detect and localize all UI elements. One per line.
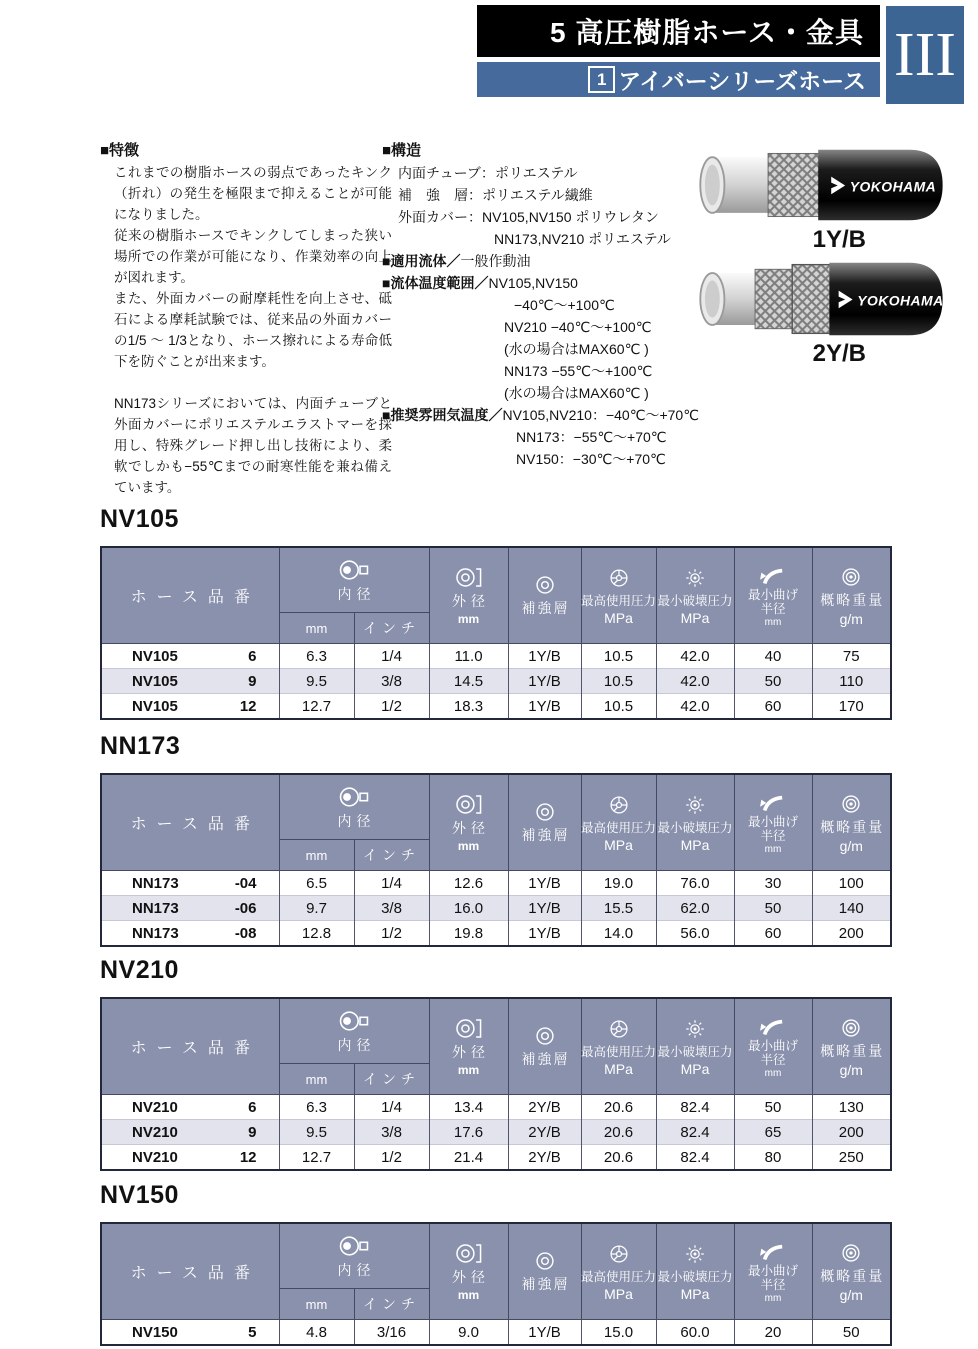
header-label: 最小曲げ (747, 814, 798, 829)
reinforcement-icon (530, 573, 560, 597)
part-series: NN173 (132, 874, 179, 892)
header-label: MPa (604, 836, 633, 853)
max-pressure-icon (604, 1017, 634, 1041)
header-label: 最小破壊圧力 (657, 820, 733, 835)
table-row (101, 1320, 891, 1346)
cell: 3/8 (354, 896, 429, 921)
cell: 1/4 (354, 644, 429, 669)
cell: 10.5 (581, 669, 656, 694)
cell: 50 (812, 1320, 891, 1346)
part-size: 12 (239, 697, 257, 715)
table-section-nv210 (100, 955, 890, 1171)
col-min-burst-pressure (656, 774, 734, 871)
cell: 50 (734, 1095, 812, 1120)
table-section-nn173 (100, 731, 890, 947)
cell: 42.0 (656, 694, 734, 720)
col-approx-weight (812, 774, 891, 871)
header-label: 概略重量 (820, 591, 885, 608)
cell: 60.0 (656, 1320, 734, 1346)
col-min-bend-radius (734, 998, 812, 1095)
header-label: 補強層 (521, 1276, 570, 1292)
cell-part-number (101, 1320, 279, 1346)
cell: 200 (812, 921, 891, 947)
ambient-temp-value: NV105,NV210：−40℃〜+70℃ (502, 407, 699, 423)
header-label: g/m (839, 1061, 863, 1078)
cell: 2Y/B (508, 1145, 581, 1171)
table-row (101, 1120, 891, 1145)
cell: 12.6 (429, 871, 508, 896)
col-approx-weight (812, 1223, 891, 1320)
col-approx-weight (812, 547, 891, 644)
cell: 14.5 (429, 669, 508, 694)
part-size: 9 (248, 1123, 257, 1141)
cell: 10.5 (581, 694, 656, 720)
col-max-working-pressure (581, 1223, 656, 1320)
cell: 82.4 (656, 1120, 734, 1145)
spec-table-NV210 (100, 997, 892, 1171)
cell: 9.7 (279, 896, 354, 921)
cell: 82.4 (656, 1145, 734, 1171)
header-label: mm (457, 839, 480, 853)
col-part-number (101, 1223, 279, 1320)
header-label: 半径 (760, 1277, 786, 1292)
table-row (101, 1145, 891, 1171)
col-min-burst-pressure (656, 998, 734, 1095)
cell: 42.0 (656, 669, 734, 694)
specs-column (382, 140, 727, 470)
structure-line: NN173,NV210 ポリエステル (494, 231, 671, 247)
section-banner-title: アイバーシリーズホース (618, 68, 866, 94)
col-reinforcement (508, 1223, 581, 1320)
outer-diameter-icon (453, 792, 485, 817)
temp-range-detail: (水の場合はMAX60℃ ) (504, 385, 649, 401)
cell-part-number (101, 644, 279, 669)
table-row (101, 644, 891, 669)
header-label: MPa (680, 1285, 710, 1302)
cell: 1Y/B (508, 896, 581, 921)
max-pressure-icon (604, 1242, 634, 1266)
col-inner-mm: mm (279, 613, 354, 644)
cell: 1/2 (354, 1145, 429, 1171)
header-label: 外径 (452, 1269, 490, 1285)
cell: 1/4 (354, 1095, 429, 1120)
cell: 80 (734, 1145, 812, 1171)
col-min-bend-radius (734, 774, 812, 871)
yokohama-logo-text: YOKOHAMA (849, 178, 937, 195)
table-row (101, 669, 891, 694)
header-label: 概略重量 (820, 818, 885, 835)
cell: 130 (812, 1095, 891, 1120)
reinforcement-icon (530, 1024, 560, 1048)
cell: 200 (812, 1120, 891, 1145)
col-approx-weight (812, 998, 891, 1095)
cell: 6.3 (279, 1095, 354, 1120)
header-label: MPa (604, 1285, 633, 1302)
cell: 1Y/B (508, 669, 581, 694)
part-size: -04 (234, 874, 257, 892)
cell: 60 (734, 921, 812, 947)
col-inner-diameter (279, 774, 429, 840)
section-number-box: 1 (588, 66, 615, 93)
header-label: 最小曲げ (747, 587, 798, 602)
cell: 50 (734, 669, 812, 694)
cell: 20.6 (581, 1120, 656, 1145)
header-label: 外径 (452, 593, 490, 609)
header-label: 内径 (337, 1036, 376, 1053)
col-outer-diameter (429, 547, 508, 644)
cell: 40 (734, 644, 812, 669)
cell: 18.3 (429, 694, 508, 720)
header-label: 最高使用圧力 (581, 1269, 657, 1284)
outer-diameter-icon (453, 1016, 485, 1041)
col-inner-diameter (279, 998, 429, 1064)
col-part-number (101, 774, 279, 871)
burst-pressure-icon (680, 566, 710, 590)
cell: 75 (812, 644, 891, 669)
cell: 3/16 (354, 1320, 429, 1346)
outer-diameter-icon (453, 565, 485, 590)
reinforcement-icon (530, 1249, 560, 1273)
col-min-bend-radius (734, 547, 812, 644)
spec-table-NV150 (100, 1222, 892, 1346)
temp-range-detail: (水の場合はMAX60℃ ) (504, 341, 649, 357)
cell: 19.8 (429, 921, 508, 947)
spec-table-NV105 (100, 546, 892, 720)
header-label: 補強層 (521, 1051, 570, 1067)
cell-part-number (101, 694, 279, 720)
cell-part-number (101, 871, 279, 896)
hose-photo-1yb (686, 146, 956, 224)
hose-photo-2yb (686, 260, 956, 338)
hose-label-2yb: 2Y/B (812, 340, 866, 367)
cell: 1/2 (354, 694, 429, 720)
bend-radius-icon (758, 1240, 788, 1264)
col-inner-inch: インチ (354, 840, 429, 871)
col-part-number (101, 998, 279, 1095)
header-label: 補強層 (521, 600, 570, 616)
cell: 10.5 (581, 644, 656, 669)
header-label: mm (457, 1063, 480, 1077)
inner-diameter-icon (337, 1233, 371, 1259)
header-label: ホース品番 (130, 589, 260, 606)
col-inner-mm: mm (279, 1289, 354, 1320)
features-paragraph: また、外面カバーの耐摩耗性を向上させ、砥石による摩耗試験では、従来品の外面カバーの1/5 〜 1/3となり、ホース擦れによる寿命低下を防ぐことが出来ます。 (114, 291, 392, 369)
cell: 9.5 (279, 669, 354, 694)
col-min-burst-pressure (656, 1223, 734, 1320)
features-paragraph: これまでの樹脂ホースの弱点であったキンク（折れ）の発生を極限まで抑えることが可能になりました。 (114, 165, 392, 222)
cell: 15.0 (581, 1320, 656, 1346)
header-label: mm (764, 843, 782, 855)
col-outer-diameter (429, 1223, 508, 1320)
burst-pressure-icon (680, 1017, 710, 1041)
table-section-nv150 (100, 1180, 890, 1346)
header-label: 最高使用圧力 (581, 593, 657, 608)
cell: 1Y/B (508, 644, 581, 669)
weight-icon (836, 1241, 866, 1265)
part-size: -08 (234, 924, 257, 942)
features-heading: ■特徴 (100, 142, 140, 159)
cell: 3/8 (354, 1120, 429, 1145)
header-label: 内径 (337, 812, 376, 829)
fluid-line (382, 250, 727, 272)
ambient-temp-detail: NV150：−30℃〜+70℃ (516, 451, 666, 467)
weight-icon (836, 565, 866, 589)
header-label: ホース品番 (130, 1265, 260, 1282)
cell-part-number (101, 669, 279, 694)
col-part-number (101, 547, 279, 644)
cell: 9.5 (279, 1120, 354, 1145)
cell: 1/2 (354, 921, 429, 947)
table-title: NV210 (100, 956, 179, 984)
cell: 6.3 (279, 644, 354, 669)
cell: 60 (734, 694, 812, 720)
cell: 6.5 (279, 871, 354, 896)
cell: 20.6 (581, 1145, 656, 1171)
part-size: 9 (248, 672, 257, 690)
cell: 140 (812, 896, 891, 921)
cell-part-number (101, 896, 279, 921)
header-label: MPa (680, 1060, 710, 1077)
header-label: 最高使用圧力 (581, 1044, 657, 1059)
cell: 76.0 (656, 871, 734, 896)
header-label: 最小破壊圧力 (657, 593, 733, 608)
cell: 170 (812, 694, 891, 720)
col-inner-diameter (279, 547, 429, 613)
table-row (101, 1095, 891, 1120)
weight-icon (836, 1016, 866, 1040)
part-series: NV105 (132, 672, 178, 690)
cell: 20.6 (581, 1095, 656, 1120)
part-size: 6 (248, 647, 257, 665)
cell-part-number (101, 1095, 279, 1120)
burst-pressure-icon (680, 1242, 710, 1266)
col-outer-diameter (429, 998, 508, 1095)
header-label: mm (457, 612, 480, 626)
cell: 15.5 (581, 896, 656, 921)
header-label: 外径 (452, 1044, 490, 1060)
temp-range-detail: −40℃〜+100℃ (514, 297, 615, 313)
header-label: ホース品番 (130, 816, 260, 833)
cell: 100 (812, 871, 891, 896)
header-label: 外径 (452, 820, 490, 836)
structure-line: 外面カバー：NV105,NV150 ポリウレタン (398, 209, 659, 225)
col-outer-diameter (429, 774, 508, 871)
header-label: MPa (680, 836, 710, 853)
ambient-temp-line (382, 404, 727, 426)
table-title: NV105 (100, 505, 179, 533)
col-min-bend-radius (734, 1223, 812, 1320)
structure-line: 内面チューブ：ポリエステル (398, 165, 578, 181)
cell: 19.0 (581, 871, 656, 896)
chapter-index-tab: III (886, 6, 964, 104)
cell: 56.0 (656, 921, 734, 947)
header-label: 補強層 (521, 827, 570, 843)
spec-table-NN173 (100, 773, 892, 947)
header-label: 内径 (337, 585, 376, 602)
structure-line: 補 強 層：ポリエステル繊維 (398, 187, 593, 203)
table-row (101, 694, 891, 720)
cell-part-number (101, 1145, 279, 1171)
part-size: 12 (239, 1148, 257, 1166)
reinforcement-icon (530, 800, 560, 824)
col-inner-mm: mm (279, 840, 354, 871)
cell: 3/8 (354, 669, 429, 694)
header-label: 最小曲げ (747, 1038, 798, 1053)
temp-range-detail: NV210 −40℃〜+100℃ (504, 319, 652, 335)
features-paragraph: 従来の樹脂ホースでキンクしてしまった狭い場所での作業が可能になり、作業効率の向上が図れます。 (114, 228, 392, 285)
structure-heading: ■構造 (382, 142, 422, 159)
cell: 12.7 (279, 1145, 354, 1171)
cell: 16.0 (429, 896, 508, 921)
cell: 2Y/B (508, 1120, 581, 1145)
col-reinforcement (508, 774, 581, 871)
header-label: g/m (839, 837, 863, 854)
col-inner-inch: インチ (354, 1064, 429, 1095)
burst-pressure-icon (680, 793, 710, 817)
cell: 13.4 (429, 1095, 508, 1120)
fluid-value: 一般作動油 (460, 253, 531, 269)
cell: 20 (734, 1320, 812, 1346)
part-series: NV210 (132, 1123, 178, 1141)
part-size: 6 (248, 1098, 257, 1116)
header-label: MPa (604, 1060, 633, 1077)
table-row (101, 871, 891, 896)
part-series: NN173 (132, 899, 179, 917)
features-column (100, 140, 392, 498)
yokohama-logo-text: YOKOHAMA (857, 292, 944, 309)
header-label: 半径 (760, 828, 786, 843)
header-label: 最小曲げ (747, 1263, 798, 1278)
header-label: 半径 (760, 601, 786, 616)
table-title: NV150 (100, 1181, 179, 1209)
section-banner (477, 62, 880, 97)
cell: 1/4 (354, 871, 429, 896)
cell-part-number (101, 921, 279, 947)
temp-range-value: NV105,NV150 (488, 275, 578, 291)
part-series: NV105 (132, 647, 178, 665)
cell: 250 (812, 1145, 891, 1171)
cell: 50 (734, 896, 812, 921)
cell: 2Y/B (508, 1095, 581, 1120)
header-label: 最小破壊圧力 (657, 1044, 733, 1059)
part-series: NV210 (132, 1148, 178, 1166)
cell: 4.8 (279, 1320, 354, 1346)
header-label: mm (764, 616, 782, 628)
header-label: 概略重量 (820, 1042, 885, 1059)
part-series: NV150 (132, 1323, 178, 1341)
col-inner-diameter (279, 1223, 429, 1289)
inner-diameter-icon (337, 1008, 371, 1034)
header-label: ホース品番 (130, 1040, 260, 1057)
cell: 14.0 (581, 921, 656, 947)
part-series: NV105 (132, 697, 178, 715)
cell: 17.6 (429, 1120, 508, 1145)
weight-icon (836, 792, 866, 816)
header-label: MPa (604, 609, 633, 626)
part-series: NV210 (132, 1098, 178, 1116)
cell: 9.0 (429, 1320, 508, 1346)
cell-part-number (101, 1120, 279, 1145)
table-row (101, 921, 891, 947)
col-max-working-pressure (581, 998, 656, 1095)
col-inner-inch: インチ (354, 613, 429, 644)
cell: 21.4 (429, 1145, 508, 1171)
cell: 42.0 (656, 644, 734, 669)
hose-photos (686, 146, 958, 374)
fluid-label: ■適用流体／ (382, 253, 461, 269)
header-label: 概略重量 (820, 1267, 885, 1284)
header-label: 内径 (337, 1261, 376, 1278)
bend-radius-icon (758, 564, 788, 588)
ambient-temp-label: ■推奨雰囲気温度／ (382, 407, 503, 423)
header-label: 半径 (760, 1052, 786, 1067)
col-max-working-pressure (581, 774, 656, 871)
max-pressure-icon (604, 566, 634, 590)
bend-radius-icon (758, 791, 788, 815)
header-label: g/m (839, 1286, 863, 1303)
max-pressure-icon (604, 793, 634, 817)
header-label: MPa (680, 609, 710, 626)
header-label: 最小破壊圧力 (657, 1269, 733, 1284)
header-label: 最高使用圧力 (581, 820, 657, 835)
cell: 12.8 (279, 921, 354, 947)
col-max-working-pressure (581, 547, 656, 644)
col-reinforcement (508, 547, 581, 644)
ambient-temp-detail: NN173：−55℃〜+70℃ (516, 429, 667, 445)
header-label: g/m (839, 610, 863, 627)
cell: 62.0 (656, 896, 734, 921)
cell: 30 (734, 871, 812, 896)
col-inner-mm: mm (279, 1064, 354, 1095)
cell: 1Y/B (508, 871, 581, 896)
outer-diameter-icon (453, 1241, 485, 1266)
col-reinforcement (508, 998, 581, 1095)
header-label: mm (457, 1288, 480, 1302)
chapter-banner-title: 5 高圧樹脂ホース・金具 (550, 17, 864, 48)
chapter-banner (477, 5, 880, 57)
inner-diameter-icon (337, 557, 371, 583)
table-section-nv105 (100, 504, 890, 720)
cell: 1Y/B (508, 921, 581, 947)
header-label: mm (764, 1067, 782, 1079)
part-size: 5 (248, 1323, 257, 1341)
cell: 11.0 (429, 644, 508, 669)
table-title: NN173 (100, 732, 181, 760)
col-inner-inch: インチ (354, 1289, 429, 1320)
hose-label-1yb: 1Y/B (812, 226, 866, 253)
features-paragraph: NN173シリーズにおいては、内面チューブと外面カバーにポリエステルエラストマーを採用し、特殊グレード押し出し技術により、柔軟でしかも−55℃までの耐寒性能を兼ね備えています。 (114, 396, 392, 495)
temp-range-detail: NN173 −55℃〜+100℃ (504, 363, 653, 379)
table-row (101, 896, 891, 921)
cell: 82.4 (656, 1095, 734, 1120)
col-min-burst-pressure (656, 547, 734, 644)
cell: 65 (734, 1120, 812, 1145)
temp-range-label: ■流体温度範囲／ (382, 275, 489, 291)
cell: 12.7 (279, 694, 354, 720)
bend-radius-icon (758, 1015, 788, 1039)
part-size: -06 (234, 899, 257, 917)
temp-range-line (382, 272, 727, 294)
cell: 1Y/B (508, 694, 581, 720)
header-label: mm (764, 1292, 782, 1304)
part-series: NN173 (132, 924, 179, 942)
cell: 110 (812, 669, 891, 694)
inner-diameter-icon (337, 784, 371, 810)
cell: 1Y/B (508, 1320, 581, 1346)
